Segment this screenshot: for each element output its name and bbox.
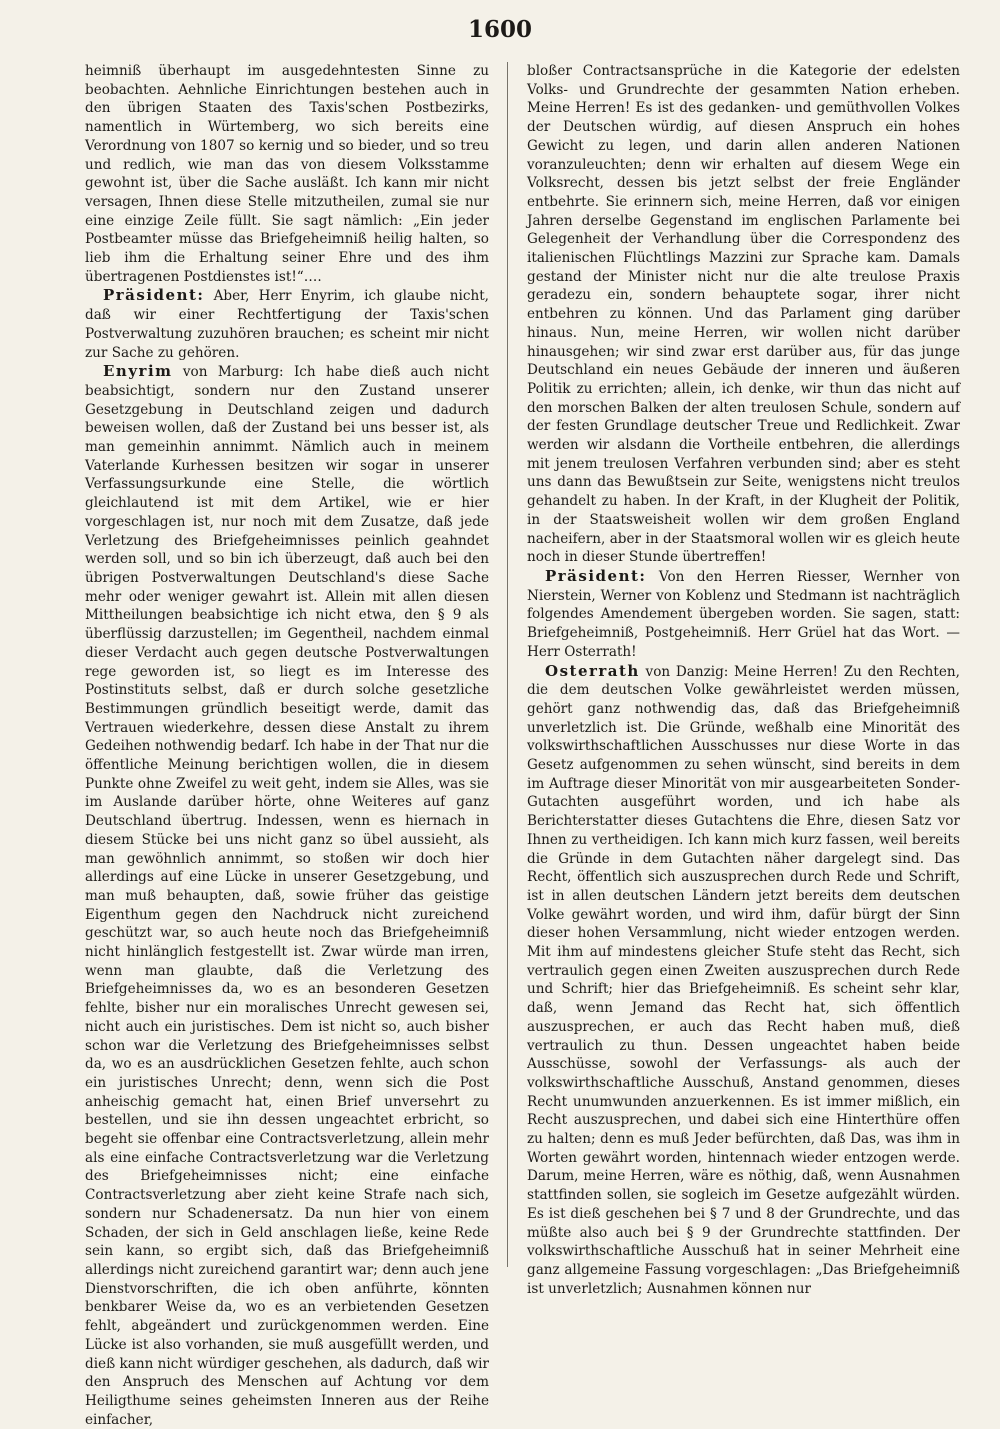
speaker-name: Osterrath [545, 661, 640, 680]
paragraph [527, 662, 960, 1299]
paragraph-text: heimniß überhaupt im ausgedehntesten Sinne zu beobachten. Aehnliche Einrichtungen bestehen auch in den übrigen Staaten des Taxis'schen Postbezirks, namentlich in Würtemberg, wo sich bereits eine Verordnung von 1807 so kernig und so bieder, und so treu und redlich, wie man das von diesem Volksstamme gewohnt ist, über die Sache ausläßt. Ich kann mir nicht versagen, Ihnen diese Stelle mitzutheilen, zumal sie nur eine einzige Zeile füllt. Sie sagt nämlich: „Ein jeder Postbeamter müsse das Briefgeheimniß heilig halten, so lieb ihm die Erhaltung seiner Ehre und des ihm übertragenen Postdienstes ist!“…. [85, 63, 489, 285]
paragraph [85, 62, 489, 286]
paragraph-text: von Marburg: Ich habe dieß auch nicht beabsichtigt, sondern nur den Zustand unserer Gesetzgebung in Deutschland zeigen und dadurch beweisen wollen, daß der Zustand bei uns besser ist, als man gemeinhin annimmt. Nämlich auch in meinem Vaterlande Kurhessen besitzen wir sogar in unserer Verfassungsurkunde eine Stelle, die wörtlich gleichlautend ist mit dem Artikel, wie er hier vorgeschlagen ist, nur noch mit dem Zusatze, daß jede Verletzung des Briefgeheimnisses peinlich geahndet werden soll, und so bin ich überzeugt, daß auch bei den übrigen Postverwaltungen Deutschland's diese Sache mehr oder weniger gewahrt ist. Allein mit allen diesen Mittheilungen beabsichtige ich nicht etwa, den § 9 als überflüssig darzustellen; im Gegentheil, nachdem einmal dieser Verdacht auch gegen deutsche Postverwaltungen rege geworden ist, so liegt es im Interesse des Postinstituts selbst, daß er durch solche gesetzliche Bestimmungen gründlich beseitigt werde, damit das Vertrauen wiederkehre, dessen diese Anstalt zu ihrem Gedeihen nothwendig bedarf. Ich habe in der That nur die öffentliche Meinung berichtigen wollen, die in diesem Punkte ohne Zweifel zu weit geht, indem sie Alles, was sie im Auslande darüber hörte, ohne Weiteres auf ganz Deutschland übertrug. Indessen, wenn es hiernach in diesem Stücke bei uns nicht ganz so übel aussieht, als man gewöhnlich annimmt, so stoßen wir doch hier allerdings auf eine Lücke in unserer Gesetzgebung, und man muß behaupten, daß, sowie früher das geistige Eigenthum gegen den Nachdruck nicht zureichend geschützt war, so auch heute noch das Briefgeheimniß nicht hinlänglich festgestellt ist. Zwar würde man irren, wenn man glaubte, daß die Verletzung des Briefgeheimnisses da, wo es an besonderen Gesetzen fehlte, bisher nur ein moralisches Unrecht gewesen sei, nicht auch ein juristisches. Dem ist nicht so, auch bisher schon war die Verletzung des Briefgeheimnisses selbst da, wo es an ausdrücklichen Gesetzen fehlte, auch schon ein juristisches Unrecht; denn, wenn sich die Post anheischig gemacht hat, einen Brief unversehrt zu bestellen, und sie ihn dessen ungeachtet erbricht, so begeht sie offenbar eine Contractsverletzung, allein mehr als eine einfache Contractsverletzung war die Verletzung des Briefgeheimnisses nicht; eine einfache Contractsverletzung aber zieht keine Strafe nach sich, sondern nur Schadenersatz. Da nun hier von einem Schaden, der sich in Geld anschlagen ließe, keine Rede sein kann, so ergibt sich, daß das Briefgeheimniß allerdings nicht zureichend garantirt war; denn auch jene Dienstvorschriften, die ich oben anführte, könnten benkbarer Weise da, wo es an verbietenden Gesetzen fehlt, abgeändert und zurückgenommen werden. Eine Lücke ist also vorhanden, sie muß ausgefüllt werden, und dieß kann nicht würdiger geschehen, als dadurch, daß wir den Anspruch des Menschen auf Achtung vor dem Heiligthume seines geheimsten Inneren aus der Reihe einfacher, [85, 364, 489, 1428]
page-number: 1600 [467, 16, 532, 43]
paragraph-text: von Danzig: Meine Herren! Zu den Rechten, die dem deutschen Volke gewährleistet werden müssen, gehört ganz nothwendig das, daß das Briefgeheimniß unverletzlich ist. Die Gründe, weßhalb eine Minorität des volkswirthschaftlichen Ausschusses nur diese Worte in das Gesetz aufgenommen zu sehen wünscht, sind bereits in dem im Auftrage dieser Minorität von mir ausgearbeiteten Sonder-Gutachten ausgeführt worden, und ich habe als Berichterstatter dieses Gutachtens die Ehre, diesen Satz vor Ihnen zu vertheidigen. Ich kann mich kurz fassen, weil bereits die Gründe in dem Gutachten näher dargelegt sind. Das Recht, öffentlich sich auszusprechen durch Rede und Schrift, ist in allen deutschen Ländern jetzt bereits dem deutschen Volke gewährt worden, und wird ihm, dafür bürgt der Sinn dieser hohen Versammlung, nicht wieder entzogen werden. Mit ihm auf mindestens gleicher Stufe steht das Recht, sich vertraulich gegen einen Zweiten auszusprechen durch Rede und Schrift; hier das Briefgeheimniß. Es scheint sehr klar, daß, wenn Jemand das Recht hat, sich öffentlich auszusprechen, er auch das Recht haben muß, dieß vertraulich zu thun. Dessen ungeachtet haben beide Ausschüsse, sowohl der Verfassungs- als auch der volkswirthschaftliche Ausschuß, Anstand genommen, dieses Recht unumwunden anzuerkennen. Es ist immer mißlich, ein Recht auszusprechen, und dabei sich eine Hinterthüre offen zu halten; denn es muß Jeder befürchten, daß Das, was ihm in Worten gewährt worden, hintennach wieder entzogen werde. Darum, meine Herren, wäre es nöthig, daß, wenn Ausnahmen stattfinden sollen, sie sogleich im Gesetze aufgezählt würden. Es ist dieß geschehen bei § 7 und 8 der Grundrechte, und das müßte also auch bei § 9 der Grundrechte stattfinden. Der volkswirthschaftliche Ausschuß hat in seiner Mehrheit eine ganz allgemeine Fassung vorgeschlagen: „Das Briefgeheimniß ist unverletzlich; Ausnahmen können nur [527, 663, 960, 1297]
speaker-name: Präsident: [545, 566, 647, 585]
paragraph-text: Aber, Herr Enyrim, ich glaube nicht, daß wir einer Rechtfertigung der Taxis'schen Postverwaltung zuzuhören brauchen; es scheint mir nicht zur Sache zu gehören. [85, 288, 489, 361]
paragraph [85, 362, 489, 1429]
column-divider [507, 62, 508, 1267]
paragraph [527, 567, 960, 662]
paragraph [85, 286, 489, 362]
speaker-name: Präsident: [103, 286, 205, 305]
speaker-name: Enyrim [103, 362, 173, 381]
paragraph-text: Von den Herren Riesser, Wernher von Nierstein, Werner von Koblenz und Stedmann ist nachträglich folgendes Amendement übergeben worden. Sie sagen, statt: Briefgeheimniß, Postgeheimniß. Herr Grüel hat das Wort. — Herr Osterrath! [527, 568, 960, 660]
paragraph [527, 62, 960, 567]
right-column [527, 62, 960, 1297]
left-column [85, 62, 489, 1428]
paragraph-text: bloßer Contractsansprüche in die Kategorie der edelsten Volks- und Grundrechte der gesammten Nation erheben. Meine Herren! Es ist des gedanken- und gemüthvollen Volkes der Deutschen würdig, auf diesen Anspruch ein hohes Gewicht zu legen, und darin allen anderen Nationen voranzuleuchten; denn wir erhalten auf diesem Wege ein Volksrecht, dessen bis jetzt selbst der freie Engländer entbehrte. Sie erinnern sich, meine Herren, daß vor einigen Jahren derselbe Gegenstand im englischen Parlamente bei Gelegenheit der Verhandlung über die Correspondenz des italienischen Flüchtlings Mazzini zur Sprache kam. Damals gestand der Minister nicht nur die alte treulose Praxis geradezu ein, sondern behauptete sogar, ihrer nicht entbehren zu können. Und das Parlament ging darüber hinaus. Nun, meine Herren, wir wollen nicht darüber hinausgehen; wir sind zwar erst darüber aus, für das junge Deutschland ein neues Gebäude der inneren und äußeren Politik zu errichten; allein, ich denke, wir thun das nicht auf den morschen Balken der alten treulosen Schule, sondern auf der festen Grundlage deutscher Treue und Redlichkeit. Zwar werden wir alsdann die Vortheile entbehren, die allerdings mit jenem treulosen Verfahren verbunden sind; aber es steht uns dann das Bewußtsein zur Seite, wenigstens nicht treulos gehandelt zu haben. In der Kraft, in der Klugheit der Politik, in der Staatsweisheit wollen wir dem großen England nacheifern, aber in der Staatsmoral wollen wir es gleich heute noch in dieser Stunde übertreffen! [527, 63, 960, 566]
